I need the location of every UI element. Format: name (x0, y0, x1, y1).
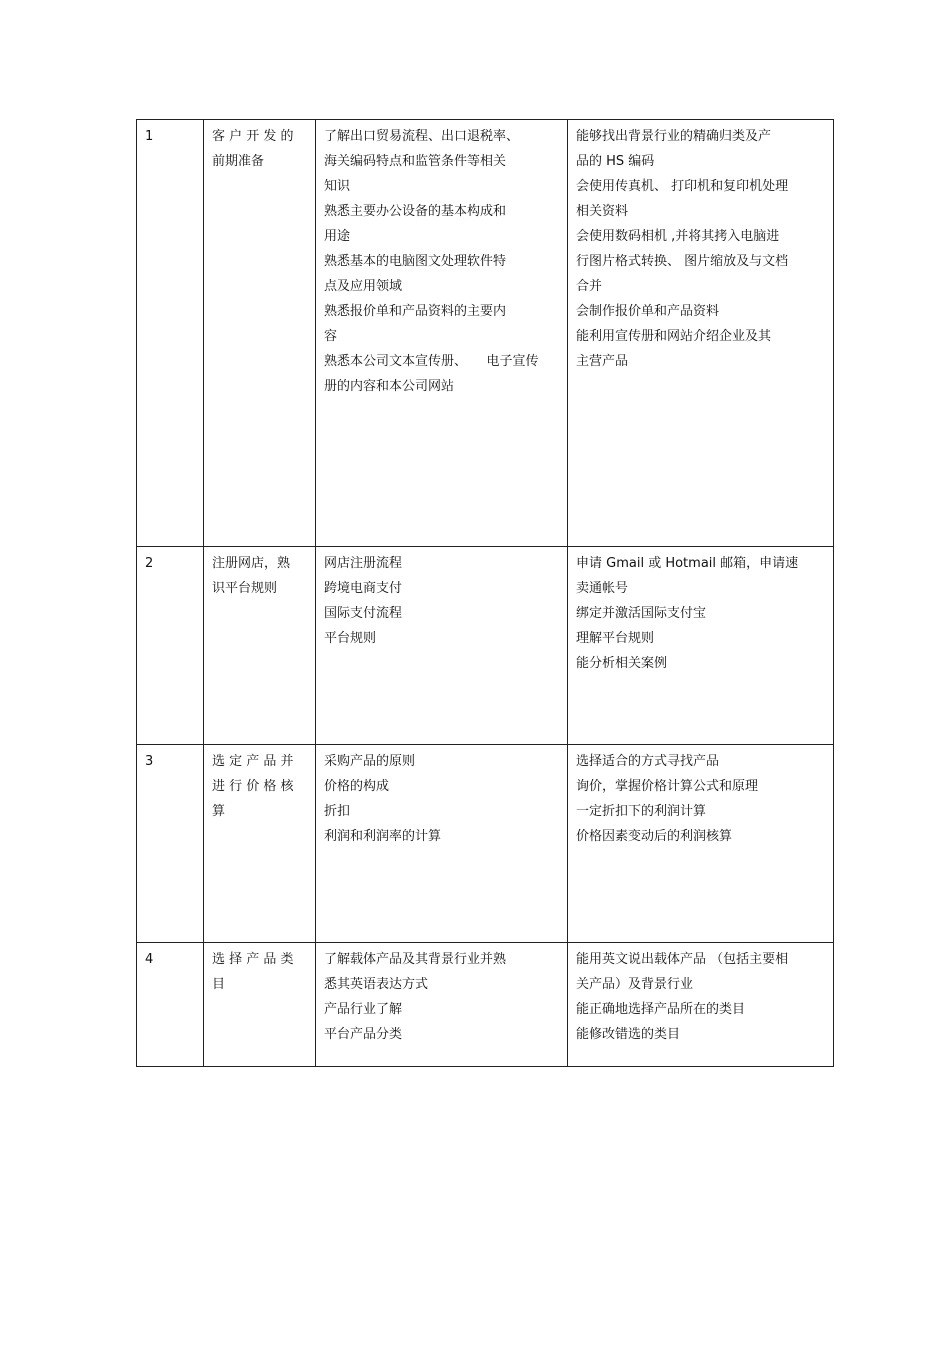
skill-line: 会制作报价单和产品资料 (576, 304, 720, 319)
skill-line: 能正确地选择产品所在的类目 (576, 1002, 746, 1017)
knowledge-line: 熟悉基本的电脑图文处理软件特 (324, 254, 507, 269)
skill-line: 能利用宣传册和网站介绍企业及其 (576, 329, 772, 344)
task-line: 前期准备 (212, 154, 265, 169)
knowledge-line: 册的内容和本公司网站 (324, 379, 455, 394)
row-number: 3 (145, 754, 154, 769)
skill-line: 能够找出背景行业的精确归类及产 (576, 129, 772, 144)
knowledge-line: 用途 (324, 229, 351, 244)
knowledge-line: 熟悉主要办公设备的基本构成和 (324, 204, 507, 219)
knowledge-line: 采购产品的原则 (324, 754, 416, 769)
skill-line: 行图片格式转换、 图片缩放及与文档 (576, 254, 789, 269)
row-number-cell (137, 745, 204, 943)
knowledge-cell (316, 547, 568, 745)
task-line: 选 定 产 品 并 (212, 754, 294, 769)
knowledge-line: 平台规则 (324, 631, 377, 646)
skill-line: 卖通帐号 (576, 581, 629, 596)
skill-line: 理解平台规则 (576, 631, 655, 646)
task-cell (204, 120, 316, 547)
skill-line: 能分析相关案例 (576, 656, 668, 671)
skill-line: 相关资料 (576, 204, 629, 219)
skill-line: 价格因素变动后的利润核算 (576, 829, 733, 844)
skill-line: 绑定并激活国际支付宝 (576, 606, 707, 621)
knowledge-line: 折扣 (324, 804, 351, 819)
table-row (137, 745, 834, 943)
task-line: 选 择 产 品 类 (212, 952, 294, 967)
curriculum-table (136, 119, 834, 1067)
skill-line: 能用英文说出载体产品 （包括主要相 (576, 952, 789, 967)
skill-line: 主营产品 (576, 354, 629, 369)
skill-line: 能修改错选的类目 (576, 1027, 681, 1042)
skill-line: 合并 (576, 279, 603, 294)
knowledge-line: 利润和利润率的计算 (324, 829, 442, 844)
row-number-cell (137, 943, 204, 1067)
table-body (137, 120, 834, 1067)
task-cell (204, 943, 316, 1067)
knowledge-line: 熟悉本公司文本宣传册、 电子宣传 (324, 354, 539, 369)
task-line: 目 (212, 977, 226, 992)
knowledge-line: 容 (324, 329, 338, 344)
skill-line: 一定折扣下的利润计算 (576, 804, 707, 819)
knowledge-line: 跨境电商支付 (324, 581, 403, 596)
task-cell (204, 745, 316, 943)
skill-line: 会使用数码相机 ,并将其拷入电脑进 (576, 229, 780, 244)
knowledge-line: 价格的构成 (324, 779, 390, 794)
knowledge-line: 产品行业了解 (324, 1002, 403, 1017)
knowledge-line: 悉其英语表达方式 (324, 977, 429, 992)
knowledge-line: 平台产品分类 (324, 1027, 403, 1042)
skill-line: 申请 Gmail 或 Hotmail 邮箱，申请速 (576, 556, 799, 571)
table-row (137, 547, 834, 745)
task-cell (204, 547, 316, 745)
knowledge-line: 熟悉报价单和产品资料的主要内 (324, 304, 507, 319)
row-number-cell (137, 547, 204, 745)
task-line: 客 户 开 发 的 (212, 129, 294, 144)
table-row (137, 120, 834, 547)
table-row (137, 943, 834, 1067)
skill-line: 品的 HS 编码 (576, 154, 655, 169)
knowledge-cell (316, 120, 568, 547)
knowledge-line: 网店注册流程 (324, 556, 403, 571)
row-number: 4 (145, 952, 154, 967)
skills-cell (568, 745, 834, 943)
skills-cell (568, 120, 834, 547)
knowledge-line: 了解载体产品及其背景行业并熟 (324, 952, 507, 967)
skills-cell (568, 943, 834, 1067)
skill-line: 会使用传真机、 打印机和复印机处理 (576, 179, 789, 194)
knowledge-line: 国际支付流程 (324, 606, 403, 621)
row-number: 1 (145, 129, 154, 144)
knowledge-line: 点及应用领域 (324, 279, 403, 294)
skill-line: 询价，掌握价格计算公式和原理 (576, 779, 759, 794)
skill-line: 选择适合的方式寻找产品 (576, 754, 720, 769)
task-line: 算 (212, 804, 226, 819)
task-line: 注册网店，熟 (212, 556, 291, 571)
skills-cell (568, 547, 834, 745)
knowledge-cell (316, 745, 568, 943)
knowledge-cell (316, 943, 568, 1067)
task-line: 识平台规则 (212, 581, 278, 596)
skill-line: 关产品）及背景行业 (576, 977, 694, 992)
row-number-cell (137, 120, 204, 547)
row-number: 2 (145, 556, 154, 571)
knowledge-line: 知识 (324, 179, 351, 194)
knowledge-line: 海关编码特点和监管条件等相关 (324, 154, 507, 169)
knowledge-line: 了解出口贸易流程、出口退税率、 (324, 129, 520, 144)
task-line: 进 行 价 格 核 (212, 779, 294, 794)
